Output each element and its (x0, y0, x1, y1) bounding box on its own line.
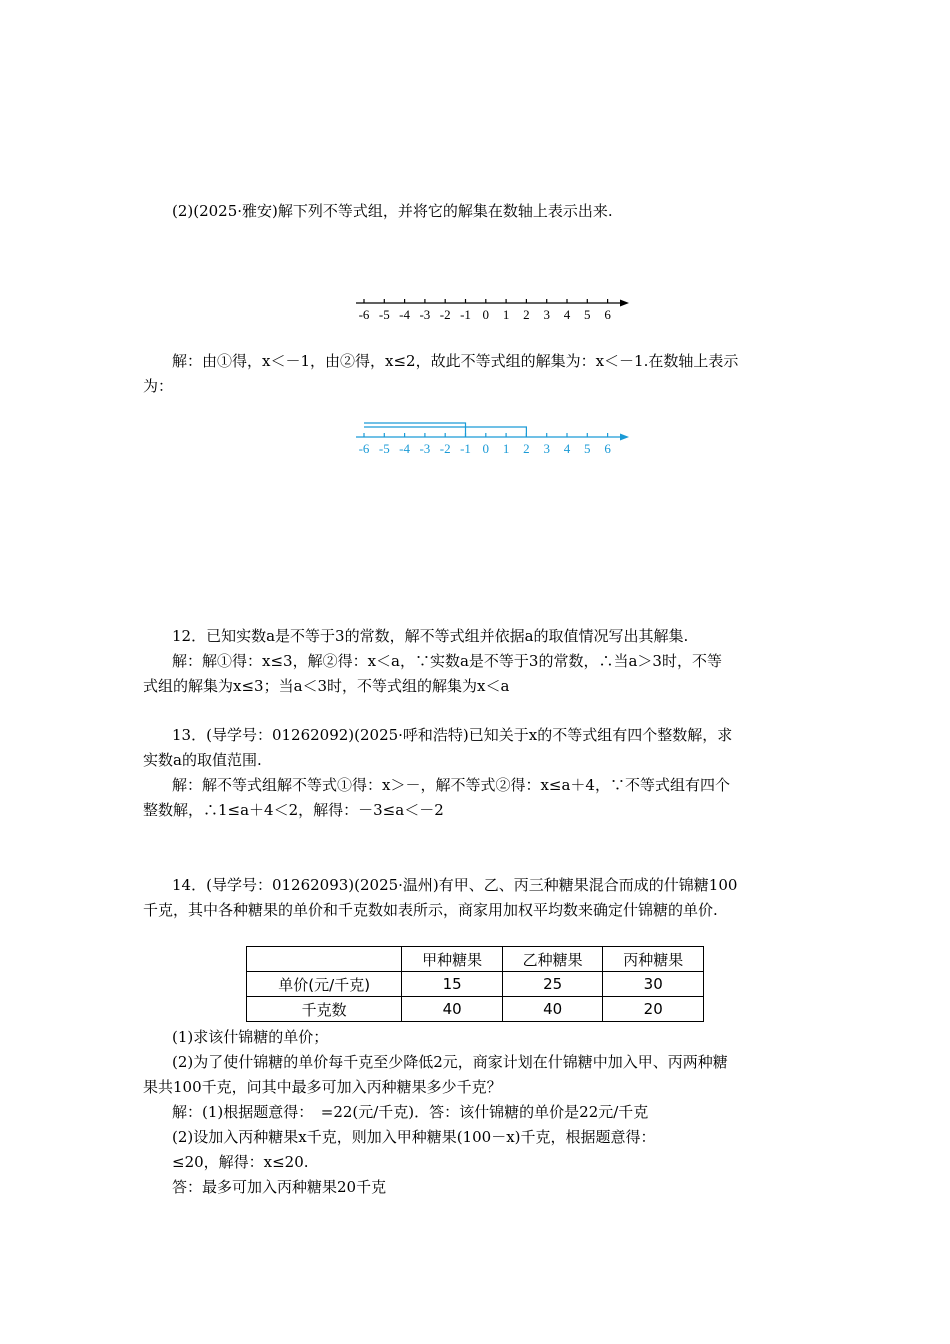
tick-label: -4 (399, 441, 411, 456)
tick-label: 0 (482, 307, 490, 322)
solution-12-line2: 式组的解集为x≤3；当a＜3时，不等式组的解集为x＜a (143, 677, 510, 695)
tick-label: -3 (419, 307, 431, 322)
tick-label: 2 (523, 441, 530, 456)
solution-13-line1: 解：解不等式组解不等式①得：x＞－，解不等式②得：x≤a＋4，∵不等式组有四个 (172, 776, 730, 794)
tick-label: 6 (604, 441, 611, 456)
solution-13-line2: 整数解，∴1≤a＋4＜2，解得：－3≤a＜－2 (143, 801, 444, 819)
solution-14-line3: ≤20，解得：x≤20. (172, 1153, 309, 1171)
solution-range-bracket (364, 423, 466, 437)
tick-label: 0 (482, 441, 490, 456)
tick-label: -5 (378, 307, 390, 322)
table-row (247, 997, 704, 1022)
solution-14-line4: 答：最多可加入丙种糖果20千克 (172, 1178, 387, 1196)
table-cell: 40 (502, 997, 603, 1022)
solution-12-line1: 解：解①得：x≤3，解②得：x＜a，∵实数a是不等于3的常数，∴当a＞3时，不等 (172, 652, 722, 670)
problem-11-part2: (2)(2025·雅安)解下列不等式组，并将它的解集在数轴上表示出来. (172, 202, 613, 220)
table-header-row (247, 947, 704, 972)
tick-label: 2 (523, 307, 530, 322)
solution-11-line2: 为： (143, 377, 174, 395)
tick-label: 3 (543, 441, 550, 456)
table-cell: 丙种糖果 (603, 947, 704, 972)
number-line-blank (350, 290, 650, 330)
tick-label: -2 (439, 307, 451, 322)
tick-label: -4 (399, 307, 411, 322)
problem-12: 12．已知实数a是不等于3的常数，解不等式组并依据a的取值情况写出其解集. (172, 627, 689, 645)
table-cell: 20 (603, 997, 704, 1022)
tick-label: -2 (439, 441, 451, 456)
tick-label: 1 (502, 441, 510, 456)
tick-label: 3 (543, 307, 550, 322)
problem-13-line2: 实数a的取值范围. (143, 751, 262, 769)
table-row (247, 972, 704, 997)
solution-14-line1: 解：(1)根据题意得： =22(元/千克)．答：该什锦糖的单价是22元/千克 (172, 1103, 649, 1121)
table-cell: 25 (502, 972, 603, 997)
tick-label: 6 (604, 307, 611, 322)
problem-14-line2: 千克，其中各种糖果的单价和千克数如表所示，商家用加权平均数来确定什锦糖的单价. (143, 901, 718, 919)
problem-14-line1: 14．(导学号：01262093)(2025·温州)有甲、乙、丙三种糖果混合而成的什锦糖100 (172, 876, 738, 894)
tick-label: 5 (584, 441, 591, 456)
tick-label: 4 (563, 307, 571, 322)
solution-11-line1: 解：由①得，x＜－1，由②得，x≤2，故此不等式组的解集为：x＜－1.在数轴上表示 (172, 352, 739, 370)
table-cell: 单价(元/千克) (247, 972, 402, 997)
table-cell (247, 947, 402, 972)
axis-arrow (620, 300, 629, 307)
problem-14-q1: (1)求该什锦糖的单价； (172, 1028, 329, 1046)
tick-label: 1 (502, 307, 510, 322)
tick-label: -6 (358, 307, 370, 322)
tick-label: 5 (584, 307, 591, 322)
tick-label: -3 (419, 441, 431, 456)
tick-label: -5 (378, 441, 390, 456)
tick-label: -1 (460, 307, 471, 322)
table-cell: 乙种糖果 (502, 947, 603, 972)
axis-arrow (620, 434, 629, 441)
table-cell: 15 (402, 972, 503, 997)
problem-14-q2-line1: (2)为了使什锦糖的单价每千克至少降低2元，商家计划在什锦糖中加入甲、丙两种糖 (172, 1053, 728, 1071)
candy-table (246, 946, 704, 1022)
table-cell: 千克数 (247, 997, 402, 1022)
tick-label: -1 (460, 441, 471, 456)
problem-14-q2-line2: 果共100千克，问其中最多可加入丙种糖果多少千克？ (143, 1078, 502, 1096)
tick-label: 4 (563, 441, 571, 456)
tick-label: -6 (358, 441, 370, 456)
table-cell: 甲种糖果 (402, 947, 503, 972)
table-cell: 40 (402, 997, 503, 1022)
number-line-solution (350, 415, 650, 465)
problem-13-line1: 13．(导学号：01262092)(2025·呼和浩特)已知关于x的不等式组有四个整数解，求 (172, 726, 733, 744)
solution-14-line2: (2)设加入丙种糖果x千克，则加入甲种糖果(100－x)千克，根据题意得： (172, 1128, 656, 1146)
table-cell: 30 (603, 972, 704, 997)
